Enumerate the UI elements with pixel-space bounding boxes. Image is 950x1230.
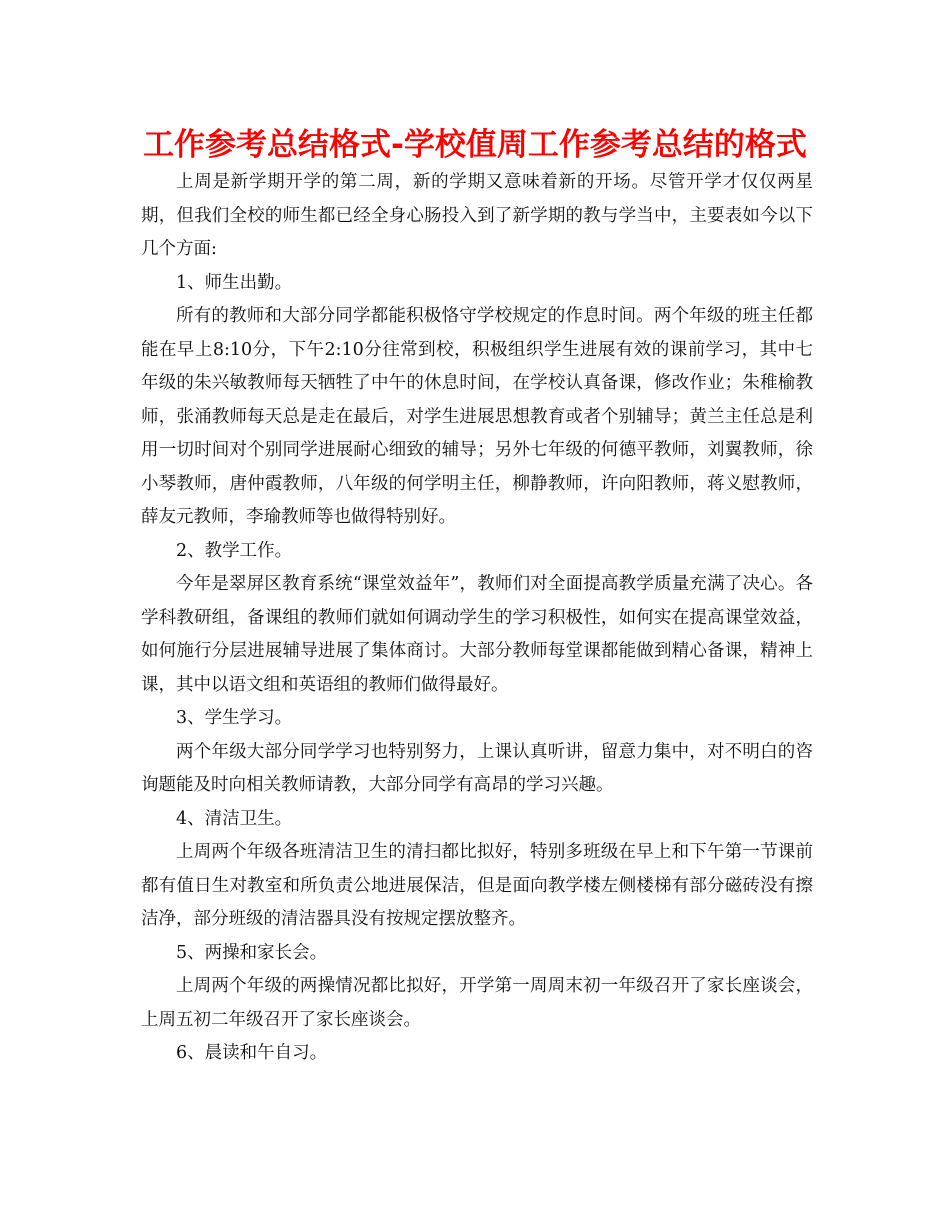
section-heading-teaching: 2、教学工作。 [176, 540, 293, 561]
document-body [141, 166, 813, 1071]
section-heading-attendance: 1、师生出勤。 [176, 272, 293, 293]
paragraph-attendance: 所有的教师和大部分同学都能积极恪守学校规定的作息时间。两个年级的班主任都能在早上8:10分，下午2:10分往常到校，积极组织学生进展有效的课前学习，其中七年级的朱兴敏教师每天牺牲了中午的休息时间，在学校认真备课，修改作业；朱稚榆教师，张涌教师每天总是走在最后，对学生进展思想教育或者个别辅导；黄兰主任总是利用一切时间对个别同学进展耐心细致的辅导；另外七年级的何德平教师，刘翼教师，徐小琴教师，唐仲霞教师，八年级的何学明主任，柳静教师，许向阳教师，蒋义慰教师，薛友元教师，李瑜教师等也做得特别好。 [141, 306, 813, 527]
section-heading-morning-reading: 6、晨读和午自习。 [176, 1043, 328, 1063]
paragraph-exercise-meeting: 上周两个年级的两操情况都比拟好，开学第一周周末初一年级召开了家长座谈会，上周五初二年级召开了家长座谈会。 [141, 976, 813, 1030]
paragraph-study: 两个年级大部分同学学习也特别努力，上课认真听讲，留意力集中，对不明白的咨询题能及时向相关教师请教，大部分同学有高昂的学习兴趣。 [141, 741, 813, 795]
paragraph-hygiene: 上周两个年级各班清洁卫生的清扫都比拟好，特别多班级在早上和下午第一节课前都有值日生对教室和所负责公地进展保洁，但是面向教学楼左侧楼梯有部分磁砖没有擦洁净，部分班级的清洁器具没有按规定摆放整齐。 [141, 842, 813, 929]
section-heading-hygiene: 4、清洁卫生。 [176, 808, 293, 829]
section-heading-exercise-meeting: 5、两操和家长会。 [176, 942, 328, 963]
paragraph-teaching: 今年是翠屏区教育系统“课堂效益年”，教师们对全面提高教学质量充满了决心。各学科教研组，备课组的教师们就如何调动学生的学习积极性，如何实在提高课堂效益，如何施行分层进展辅导进展了集体商讨。大部分教师每堂课都能做到精心备课，精神上课，其中以语文组和英语组的教师们做得最好。 [141, 574, 813, 695]
document-title: 工作参考总结格式-学校值周工作参考总结的格式 [143, 127, 807, 163]
section-heading-study: 3、学生学习。 [176, 708, 293, 728]
paragraph-intro: 上周是新学期开学的第二周，新的学期又意味着新的开场。尽管开学才仅仅两星期，但我们全校的师生都已经全身心肠投入到了新学期的教与学当中，主要表如今以下几个方面: [141, 172, 813, 259]
